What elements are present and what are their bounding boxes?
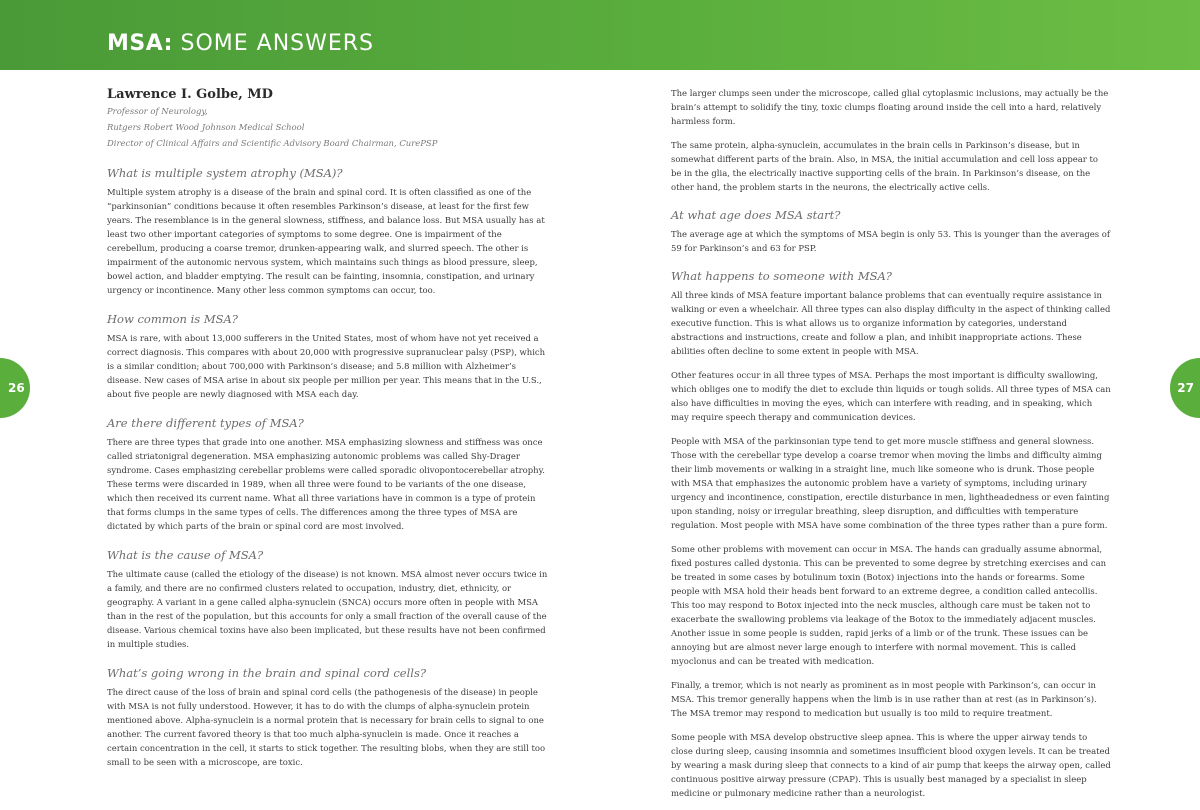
page-title-bold: MSA: xyxy=(107,31,173,56)
page-title xyxy=(107,31,374,56)
author-affiliation: Rutgers Robert Wood Johnson Medical School xyxy=(107,122,305,132)
intro-paragraph: The larger clumps seen under the microscope, called glial cytoplasmic inclusions, may actually be the brain’s attempt to solidify the tiny, toxic clumps floating around inside the cell into a hard, relatively harmless form. xyxy=(671,88,1109,126)
section-paragraph: Some people with MSA develop obstructive sleep apnea. This is where the upper airway tends to close during sleep, causing insomnia and sometimes insufficient blood oxygen levels. It can be treated by wearing a mask during sleep that connects to a kind of air pump that keeps the airway open, called continuous positive airway pressure (CPAP). This is usually best managed by a specialist in sleep medicine or pulmonary medicine rather than a neurologist. xyxy=(671,732,1111,798)
section-question: What’s going wrong in the brain and spinal cord cells? xyxy=(107,666,427,680)
author-affiliation: Professor of Neurology, xyxy=(107,106,208,116)
section-question: What is the cause of MSA? xyxy=(107,548,264,562)
section-paragraph: The direct cause of the loss of brain and spinal cord cells (the pathogenesis of the disease) in people with MSA is not fully understood. However, it has to do with the clumps of alpha-synuclein protein mentioned above. Alpha-synuclein is a normal protein that is necessary for brain cells to signal to one another. The current favored theory is that too much alpha-synuclein is made. Once it reaches a certain concentration in the cell, it starts to stick together. The resulting blobs, when they are still too small to be seen with a microscope, are toxic. xyxy=(107,687,546,767)
page-header xyxy=(0,0,1200,70)
left-column xyxy=(107,86,551,778)
section-paragraph: Other features occur in all three types of MSA. Perhaps the most important is difficulty swallowing, which obliges one to modify the diet to exclude thin liquids or tough solids. All three types of MSA can also have difficulties in moving the eyes, which can interfere with reading, and in speaking, which may require speech therapy and communication devices. xyxy=(671,370,1111,422)
page-number-right xyxy=(1170,358,1200,418)
section-paragraph: Multiple system atrophy is a disease of the brain and spinal cord. It is often classified as one of the “parkinsonian” conditions because it often resembles Parkinson’s disease, at least for the first few years. The resemblance is in the general slowness, stiffness, and balance loss. But MSA usually has at least two other important categories of symptoms to some degree. One is impairment of the cerebellum, producing a coarse tremor, drunken-appearing walk, and slurred speech. The other is impairment of the autonomic nervous system, which maintains such things as blood pressure, sleep, bowel action, and bladder emptying. The result can be fainting, insomnia, constipation, and urinary urgency or incontinence. Many other less common symptoms can occur, too. xyxy=(107,187,545,295)
section-paragraph: People with MSA of the parkinsonian type tend to get more muscle stiffness and general slowness. Those with the cerebellar type develop a coarse tremor when moving the limbs and difficulty aiming their limb movements or walking in a straight line, much like someone who is drunk. Those people with MSA that emphasizes the autonomic problem have a variety of symptoms, including urinary urgency and incontinence, constipation, erectile disturbance in men, lightheadedness or even fainting upon standing, noisy or irregular breathing, sleep disruption, and difficulties with temperature regulation. Most people with MSA have some combination of the three types rather than a pure form. xyxy=(671,436,1110,530)
section-question: What happens to someone with MSA? xyxy=(671,269,892,283)
section-question: What is multiple system atrophy (MSA)? xyxy=(107,166,343,180)
page-number-left xyxy=(0,358,30,418)
page-title-rest: SOME ANSWERS xyxy=(180,31,375,56)
section-paragraph: The ultimate cause (called the etiology of the disease) is not known. MSA almost never occurs twice in a family, and there are no confirmed clusters related to occupation, industry, diet, ethnicity, or geography. A variant in a gene called alpha-synuclein (SNCA) occurs more often in people with MSA than in the rest of the population, but this accounts for only a small fraction of the overall cause of the disease. Various chemical toxins have also been implicated, but these results have not been confirmed in multiple studies. xyxy=(107,569,548,649)
right-column xyxy=(671,86,1111,810)
section-paragraph: The average age at which the symptoms of MSA begin is only 53. This is younger than the averages of 59 for Parkinson’s and 63 for PSP. xyxy=(671,229,1110,253)
page-number-right-label: 27 xyxy=(1177,381,1194,395)
section-paragraph: MSA is rare, with about 13,000 sufferers in the United States, most of whom have not yet received a correct diagnosis. This compares with about 20,000 with progressive supranuclear palsy (PSP), which is a similar condition; about 700,000 with Parkinson’s disease; and 5.8 million with Alzheimer’s disease. New cases of MSA arise in about six people per million per year. This means that in the U.S., about five people are newly diagnosed with MSA each day. xyxy=(107,333,546,399)
section-paragraph: Finally, a tremor, which is not nearly as prominent as in most people with Parkinson’s, can occur in MSA. This tremor generally happens when the limb is in use rather than at rest (as in Parkinson’s). The MSA tremor may respond to medication but usually is too mild to require treatment. xyxy=(671,680,1097,718)
section-paragraph: There are three types that grade into one another. MSA emphasizing slowness and stiffness was once called striatonigral degeneration. MSA emphasizing autonomic problems was called Shy-Drager syndrome. Cases emphasizing cerebellar problems were called sporadic olivopontocerebellar atrophy. These terms were discarded in 1989, when all three were found to be variants of the one disease, which then received its current name. What all three variations have in common is a type of protein that forms clumps in the same types of cells. The differences among the three types of MSA are dictated by which parts of the brain or spinal cord are most involved. xyxy=(107,437,545,531)
author-name: Lawrence I. Golbe, MD xyxy=(107,87,273,102)
intro-paragraph: The same protein, alpha-synuclein, accumulates in the brain cells in Parkinson’s disease, but in somewhat different parts of the brain. Also, in MSA, the initial accumulation and cell loss appear to be in the glia, the electrically inactive supporting cells of the brain. In Parkinson’s disease, on the other hand, the problem starts in the neurons, the electrically active cells. xyxy=(671,140,1098,192)
author-affiliation: Director of Clinical Affairs and Scientific Advisory Board Chairman, CurePSP xyxy=(107,138,438,148)
section-question: Are there different types of MSA? xyxy=(107,416,304,430)
page-number-left-label: 26 xyxy=(8,381,25,395)
section-question: How common is MSA? xyxy=(107,312,238,326)
section-paragraph: All three kinds of MSA feature important balance problems that can eventually require assistance in walking or even a wheelchair. All three types can also display difficulty in the aspect of thinking called executive function. This is what allows us to organize information by categories, understand abstractions and instructions, create and follow a plan, and inhibit inappropriate actions. These abilities often decline to some extent in people with MSA. xyxy=(671,290,1111,356)
section-question: At what age does MSA start? xyxy=(671,208,841,222)
section-paragraph: Some other problems with movement can occur in MSA. The hands can gradually assume abnormal, fixed postures called dystonia. This can be prevented to some degree by stretching exercises and can be treated in some cases by botulinum toxin (Botox) injections into the hands or forearms. Some people with MSA hold their heads bent forward to an extreme degree, a condition called antecollis. This too may respond to Botox injected into the neck muscles, although care must be taken not to exacerbate the swallowing problems via leakage of the Botox to the immediately adjacent muscles. Another issue in some people is sudden, rapid jerks of a limb or of the trunk. These issues can be annoying but are almost never large enough to interfere with normal movement. This is called myoclonus and can be treated with medication. xyxy=(671,544,1107,666)
